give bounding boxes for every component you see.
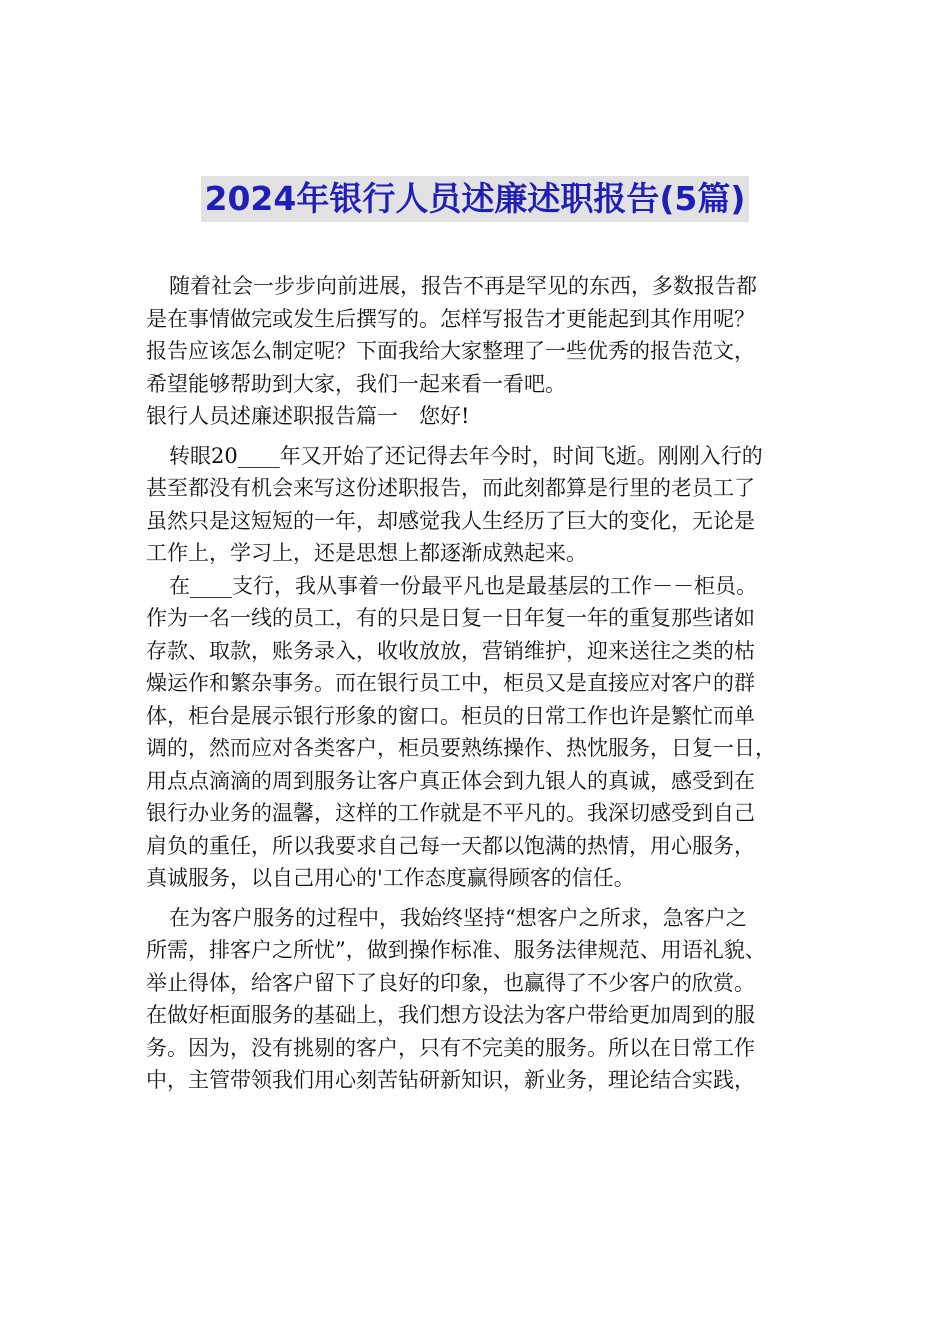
body-line: 工作上，学习上，还是思想上都逐渐成熟起来。 bbox=[146, 541, 587, 565]
body-line: 报告应该怎么制定呢？下面我给大家整理了一些优秀的报告范文， bbox=[146, 339, 755, 363]
body-line: 转眼20____年又开始了还记得去年今时，时间飞逝。刚刚入行的 bbox=[169, 443, 763, 468]
body-line: 中，主管带领我们用心刻苦钻研新知识，新业务，理论结合实践， bbox=[146, 1068, 755, 1092]
section-heading: 银行人员述廉述职报告篇一 您好! bbox=[146, 404, 470, 428]
body-line: 虽然只是这短短的一年，却感觉我人生经历了巨大的变化，无论是 bbox=[146, 508, 755, 533]
body-line: 真诚服务，以自己用心的'工作态度赢得顾客的信任。 bbox=[146, 866, 635, 890]
body-line: 在为客户服务的过程中，我始终坚持“想客户之所求，急客户之 bbox=[169, 905, 747, 930]
body-line: 举止得体，给客户留下了良好的印象，也赢得了不少客户的欣赏。 bbox=[146, 970, 755, 995]
body-line: 燥运作和繁杂事务。而在银行员工中，柜员又是直接应对客户的群 bbox=[146, 671, 755, 695]
document-title: 2024年银行人员述廉述职报告(5篇) bbox=[201, 176, 750, 222]
body-line: 作为一名一线的员工，有的只是日复一日年复一年的重复那些诸如 bbox=[146, 606, 755, 630]
body-line: 银行办业务的温馨，这样的工作就是不平凡的。我深切感受到自己 bbox=[146, 801, 755, 825]
body-line: 所需，排客户之所忧”，做到操作标准、服务法律规范、用语礼貌、 bbox=[146, 938, 766, 962]
body-line: 体，柜台是展示银行形象的窗口。柜员的日常工作也许是繁忙而单 bbox=[146, 703, 755, 728]
body-line: 务。因为，没有挑剔的客户，只有不完美的服务。所以在日常工作 bbox=[146, 1035, 755, 1060]
body-line: 存款、取款，账务录入，收收放放，营销维护，迎来送往之类的枯 bbox=[146, 638, 755, 663]
body-line: 随着社会一步步向前进展，报告不再是罕见的东西，多数报告都 bbox=[169, 274, 757, 298]
body-line: 甚至都没有机会来写这份述职报告，而此刻都算是行里的老员工了 bbox=[146, 476, 755, 500]
body-line: 是在事情做完或发生后撰写的。怎样写报告才更能起到其作用呢？ bbox=[146, 306, 755, 331]
body-line: 用点点滴滴的周到服务让客户真正体会到九银人的真诚，感受到在 bbox=[146, 768, 755, 793]
body-line: 希望能够帮助到大家，我们一起来看一看吧。 bbox=[146, 371, 566, 396]
body-line: 肩负的重任，所以我要求自己每一天都以饱满的热情，用心服务， bbox=[146, 833, 755, 858]
title-container bbox=[0, 176, 950, 222]
document-body bbox=[146, 270, 826, 1097]
body-line: 调的，然而应对各类客户，柜员要熟练操作、热忱服务，日复一日， bbox=[146, 736, 776, 760]
body-line: 在做好柜面服务的基础上，我们想方设法为客户带给更加周到的服 bbox=[146, 1003, 755, 1027]
body-line: 在____支行，我从事着一份最平凡也是最基层的工作－－柜员。 bbox=[169, 573, 757, 598]
